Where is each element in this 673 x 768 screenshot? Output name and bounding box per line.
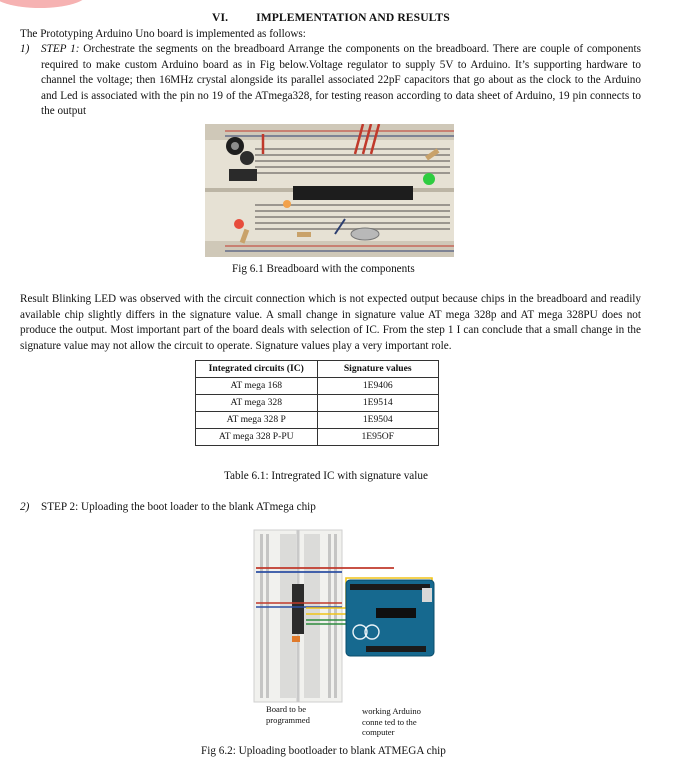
table-header-row [196, 361, 439, 378]
crystal-16mhz [351, 228, 379, 240]
breadboard-photo [205, 124, 454, 257]
table-row [196, 378, 439, 395]
step2-text: STEP 2: Uploading the boot loader to the blank ATmega chip [41, 501, 316, 513]
signature-table [195, 360, 439, 446]
step2-marker: 2) [20, 501, 30, 513]
diagram-usb-port [422, 588, 432, 602]
fig62-label-left: Board to be programmed [266, 704, 310, 725]
table-cell: AT mega 328 [196, 395, 318, 412]
green-led [423, 173, 435, 185]
table-cell: AT mega 328 P-PU [196, 429, 318, 446]
result-paragraph: Result Blinking LED was observed with the circuit connection which is not expected output because chips in the breadboard and readily available chip slightly differs in the signature value. A small change in signature value AT mega 328p and AT mega 328PU does not produce the output. Most important part of the board deals with selection of IC. From the step 1 I can conclude that a small change in the signature value may not allow the circuit to operate. Signature values play a very important role. [20, 293, 641, 352]
diagram-atmega-chip [292, 584, 304, 634]
resistor-3 [297, 232, 311, 237]
fig61-caption: Fig 6.1 Breadboard with the components [232, 263, 415, 275]
section-title: IMPLEMENTATION AND RESULTS [256, 11, 450, 24]
table-cell: 1E9514 [317, 395, 439, 412]
voltage-regulator [229, 169, 257, 181]
step1-marker: 1) [20, 43, 30, 55]
capacitor-22pf [283, 200, 291, 208]
section-heading [212, 10, 450, 26]
table-row [196, 412, 439, 429]
table-row [196, 395, 439, 412]
table-cell: 1E95OF [317, 429, 439, 446]
step1-paragraph [41, 42, 641, 120]
step1-text: Orchestrate the segments on the breadboard Arrange the components on the breadboard. There are couple of components required to make custom Arduino board as in Fig below.Voltage regulator to supply 5V to Arduino. It’s supporting hardware to channel the voltage; then 16MHz crystal alongside its parallel associated 22pF capacitors that go about as the clock to the Arduino and Led is associated with the pin no 19 of the ATmega328, for testing reason according to data sheet of Arduino, 19 pin connects to the output [41, 43, 641, 118]
table-header: Signature values [317, 361, 439, 378]
corner-mark [0, 0, 88, 8]
section-number: VI. [212, 11, 229, 24]
table-cell: 1E9504 [317, 412, 439, 429]
table-row [196, 429, 439, 446]
intro-text: The Prototyping Arduino Uno board is implemented as follows: [20, 28, 306, 40]
table-caption: Table 6.1: Intregrated IC with signature value [224, 470, 428, 482]
fig62-caption: Fig 6.2: Uploading bootloader to blank ATMEGA chip [201, 745, 446, 757]
table-cell: AT mega 328 P [196, 412, 318, 429]
capacitor-2 [240, 151, 254, 165]
table-cell: 1E9406 [317, 378, 439, 395]
red-led [234, 219, 244, 229]
fig62-label-right: working Arduino conne ted to the computer [362, 706, 421, 738]
table-cell: AT mega 168 [196, 378, 318, 395]
table-header: Integrated circuits (IC) [196, 361, 318, 378]
step1-label: STEP 1: [41, 43, 80, 55]
diagram-crystal [292, 636, 300, 642]
atmega-chip [293, 186, 413, 200]
bootloader-diagram [246, 528, 440, 705]
